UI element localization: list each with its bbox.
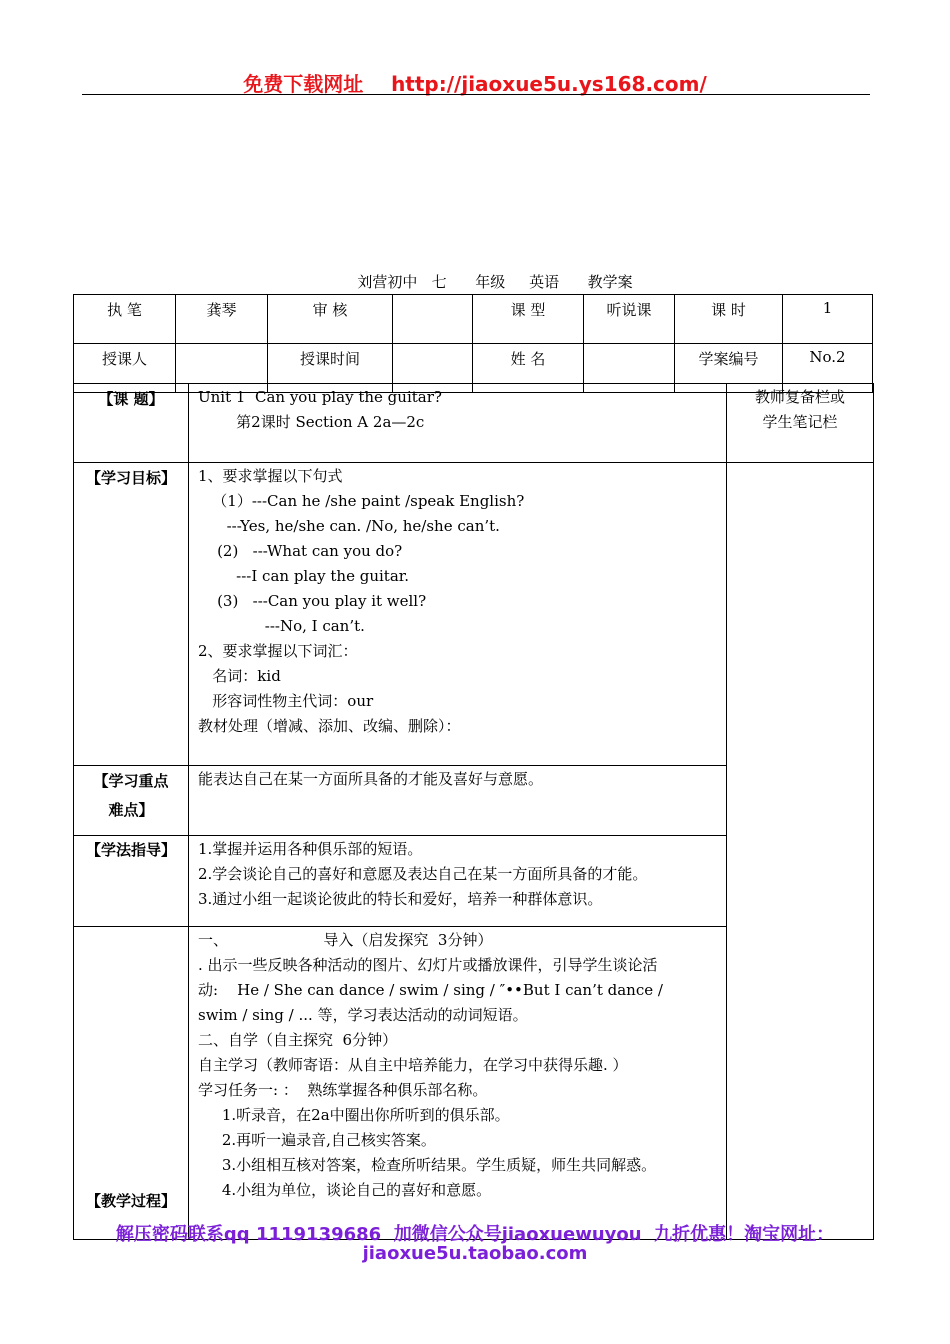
key-points-label-line-1: 【学习重点 — [93, 772, 169, 790]
goal-line: ---Yes, he/she can. /No, he/she can’t. — [198, 517, 500, 535]
method-line: 1.掌握并运用各种俱乐部的短语。 — [198, 840, 423, 858]
goals-content — [189, 463, 727, 766]
periods-label: 课 时 — [675, 295, 783, 344]
process-line: 4.小组为单位，谈论自己的喜好和意愿。 — [198, 1181, 492, 1199]
process-line: 3.小组相互核对答案，检查所听结果。学生质疑，师生共同解惑。 — [198, 1156, 657, 1174]
author-label: 执 笔 — [74, 295, 176, 344]
goals-row — [74, 463, 874, 766]
key-points-content — [189, 766, 727, 836]
notes-header-line-1: 教师复备栏或 — [754, 388, 845, 406]
goal-line: (3) ---Can you play it well? — [198, 592, 427, 610]
site-url-link[interactable]: http://jiaoxue5u.ys168.com/ — [391, 72, 707, 96]
footer-shop-url[interactable]: jiaoxue5u.taobao.com — [362, 1243, 588, 1264]
topic-content — [189, 384, 727, 463]
teacher-notes-column — [727, 463, 874, 1240]
goal-line: 教材处理（增减、添加、改编、删除）： — [198, 717, 461, 735]
method-line: 3.通过小组一起谈论彼此的特长和爱好，培养一种群体意识。 — [198, 890, 603, 908]
topic-row — [74, 384, 874, 463]
plan-number-value: No.2 — [783, 344, 873, 393]
process-line: 2.再听一遍录音,自己核实答案。 — [198, 1131, 436, 1149]
periods-value: 1 — [783, 295, 873, 344]
method-content — [189, 836, 727, 927]
goals-label: 【学习目标】 — [74, 463, 189, 766]
goal-line: ---No, I can’t. — [198, 617, 365, 635]
lesson-type-value: 听说课 — [584, 295, 675, 344]
process-line: 学习任务一: ： 熟练掌握各种俱乐部名称。 — [198, 1081, 488, 1099]
teacher-label: 授课人 — [74, 344, 176, 393]
key-points-label — [74, 766, 189, 836]
unit-title: Unit 1 Can you play the guitar? — [198, 388, 442, 406]
goal-line: 形容词性物主代词：our — [198, 692, 374, 710]
process-label: 【教学过程】 — [74, 927, 189, 1240]
goal-line: （1）---Can he /she paint /speak English? — [198, 492, 525, 510]
goal-line: 2、要求掌握以下词汇： — [198, 642, 358, 660]
goal-line: (2) ---What can you do? — [198, 542, 403, 560]
meta-row-1 — [74, 295, 873, 344]
key-points-label-line-2: 难点】 — [108, 801, 154, 819]
topic-label: 【课 题】 — [74, 384, 189, 463]
method-label: 【学法指导】 — [74, 836, 189, 927]
lesson-type-label: 课 型 — [473, 295, 584, 344]
name-label: 姓 名 — [473, 344, 584, 393]
process-line: . 出示一些反映各种活动的图片、幻灯片或播放课件，引导学生谈论活 — [198, 956, 658, 974]
plan-number-label: 学案编号 — [675, 344, 783, 393]
process-line: 自主学习（教师寄语：从自主中培养能力，在学习中获得乐趣. ） — [198, 1056, 628, 1074]
goal-line: 1、要求掌握以下句式 — [198, 467, 343, 485]
notes-header-line-2: 学生笔记栏 — [762, 413, 838, 431]
section-title: 第2课时 Section A 2a—2c — [198, 413, 425, 431]
goal-line: ---I can play the guitar. — [198, 567, 410, 585]
process-line: 一、 导入（启发探究 3分钟） — [198, 931, 493, 949]
key-points-text: 能表达自己在某一方面所具备的才能及喜好与意愿。 — [198, 770, 544, 788]
lesson-time-label: 授课时间 — [268, 344, 393, 393]
process-line: swim / sing / ... 等，学习表达活动的动词短语。 — [198, 1006, 528, 1024]
document-title: 刘营初中 七 年级 英语 教学案 — [357, 273, 633, 291]
download-site-header — [0, 68, 950, 97]
site-label: 免费下载网址 — [243, 72, 364, 96]
reviewer-label: 审 核 — [268, 295, 393, 344]
method-line: 2.学会谈论自己的喜好和意愿及表达自己在某一方面所具备的才能。 — [198, 865, 648, 883]
goal-line: 名词：kid — [198, 667, 281, 685]
process-line: 动: He / She can dance / swim / sing / ″••But I can’t dance / — [198, 981, 663, 999]
author-value: 龚琴 — [176, 295, 268, 344]
process-line: 1.听录音，在2a中圈出你所听到的俱乐部。 — [198, 1106, 510, 1124]
process-content — [189, 927, 727, 1240]
lesson-plan-table — [73, 383, 874, 1240]
process-line: 二、自学（自主探究 6分钟） — [198, 1031, 398, 1049]
footer-contact-line: 解压密码联系qq 1119139686 加微信公众号jiaoxuewuyou 九折优惠！淘宝网址： — [115, 1224, 835, 1245]
header-divider — [82, 94, 870, 95]
lesson-meta-table — [73, 294, 873, 393]
notes-column-header — [727, 384, 874, 463]
reviewer-value — [393, 295, 473, 344]
